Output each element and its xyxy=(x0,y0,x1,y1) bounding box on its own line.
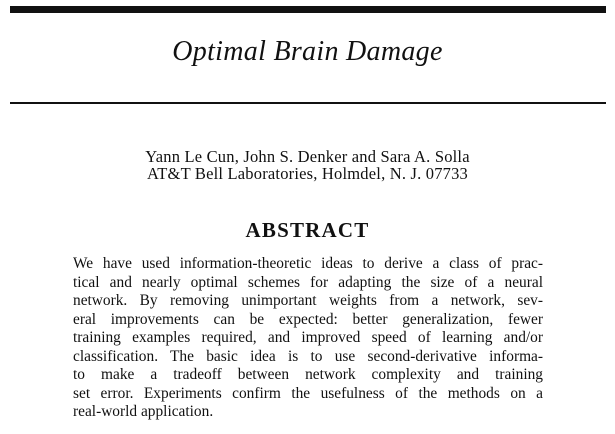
abstract-line: real-world application. xyxy=(73,403,214,420)
author-list: Yann Le Cun, John S. Denker and Sara A. Solla xyxy=(145,147,470,166)
title-rule xyxy=(10,102,606,104)
top-rule xyxy=(10,6,606,13)
paper-title: Optimal Brain Damage xyxy=(172,36,443,67)
abstract-line: to make a tradeoff between network complexity and training xyxy=(73,366,543,383)
abstract-line: tical and nearly optimal schemes for adapting the size of a neural xyxy=(73,273,543,291)
abstract-line: network. By removing unimportant weights from a network, sev- xyxy=(73,292,543,309)
abstract-body xyxy=(73,255,543,422)
abstract-line: set error. Experiments confirm the usefulness of the methods on a xyxy=(73,384,543,402)
abstract-line: training examples required, and improved speed of learning and/or xyxy=(73,329,543,346)
abstract-line: We have used information-theoretic ideas to derive a class of prac- xyxy=(73,255,543,272)
abstract-line: classification. The basic idea is to use second-derivative informa- xyxy=(73,347,543,365)
abstract-line: eral improvements can be expected: better generalization, fewer xyxy=(73,310,543,328)
abstract-heading: ABSTRACT xyxy=(245,218,370,242)
author-affiliation: AT&T Bell Laboratories, Holmdel, N. J. 07733 xyxy=(146,164,469,183)
